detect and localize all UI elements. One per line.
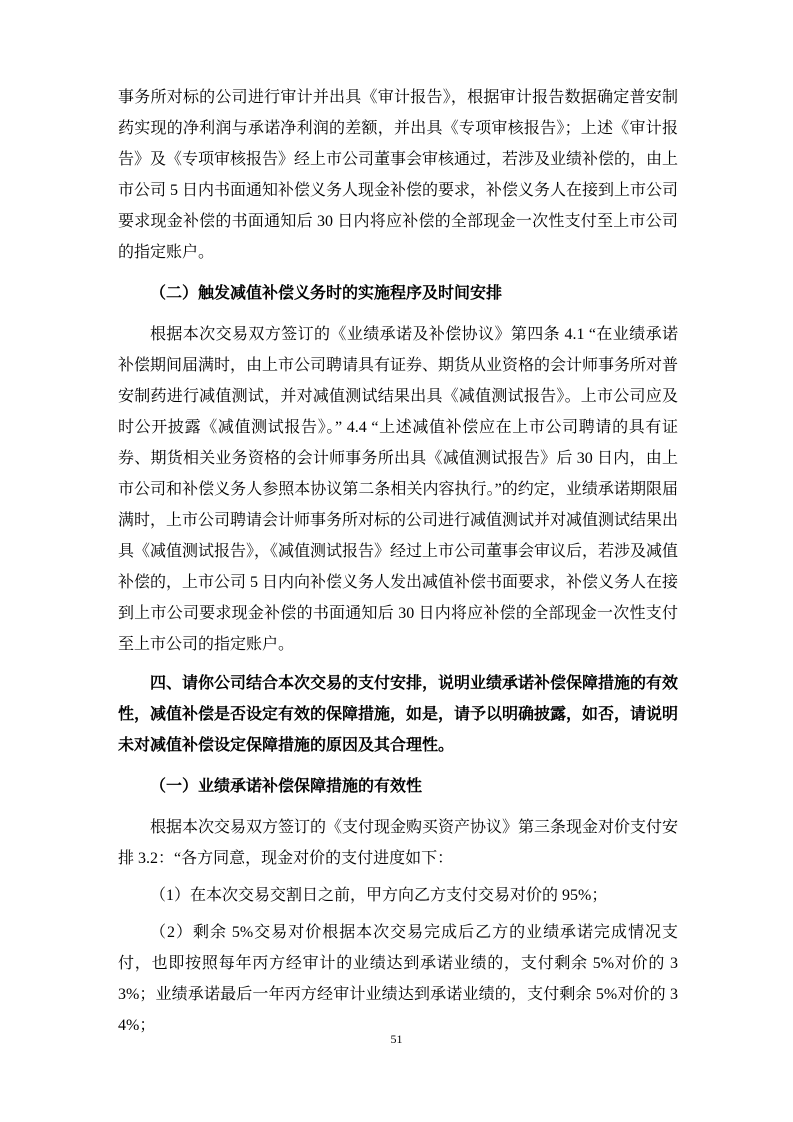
- paragraph-continuation: 事务所对标的公司进行审计并出具《审计报告》，根据审计报告数据确定普安制药实现的净利润与承诺净利润的差额，并出具《专项审核报告》；上述《审计报告》及《专项审核报告》经上市公司董事会审核通过，若涉及业绩补偿的，由上市公司 5 日内书面通知补偿义务人现金补偿的要求，补偿义务人在接到上市公司要求现金补偿的书面通知后 30 日内将应补偿的全部现金一次性支付至上市公司的指定账户。: [118, 89, 679, 261]
- page-content: [118, 82, 678, 1047]
- page-number: 51: [390, 1032, 403, 1046]
- section-heading-1: （一）业绩承诺补偿保障措施的有效性: [150, 778, 423, 795]
- section-heading-2: （二）触发减值补偿义务时的实施程序及时间安排: [150, 285, 503, 302]
- paragraph-item-1: （1）在本次交易交割日之前，甲方向乙方支付交易对价的 95%；: [150, 887, 608, 904]
- paragraph-payment-arrangement: 根据本次交易双方签订的《支付现金购买资产协议》第三条现金对价支付安排 3.2：“各方同意，现金对价的支付进度如下：: [118, 819, 679, 867]
- paragraph-question-4: 四、请你公司结合本次交易的支付安排，说明业绩承诺补偿保障措施的有效性，减值补偿是否设定有效的保障措施，如是，请予以明确披露，如否，请说明未对减值补偿设定保障措施的原因及其合理性。: [118, 675, 679, 754]
- paragraph-item-2: （2）剩余 5%交易对价根据本次交易完成后乙方的业绩承诺完成情况支付，也即按照每年丙方经审计的业绩达到承诺业绩的，支付剩余 5%对价的 33%；业绩承诺最后一年丙方经审计业绩达到承诺业绩的，支付剩余 5%对价的 34%；: [118, 924, 678, 1034]
- paragraph-impairment-procedure: 根据本次交易双方签订的《业绩承诺及补偿协议》第四条 4.1 “在业绩承诺补偿期间届满时，由上市公司聘请具有证券、期货从业资格的会计师事务所对普安制药进行减值测试，并对减值测试结果出具《减值测试报告》。上市公司应及时公开披露《减值测试报告》。” 4.4 “上述减值补偿应在上市公司聘请的具有证券、期货相关业务资格的会计师事务所出具《减值测试报告》后 30 日内，由上市公司和补偿义务人参照本协议第二条相关内容执行。”的约定，业绩承诺期限届满时，上市公司聘请会计师事务所对标的公司进行减值测试并对减值测试结果出具《减值测试报告》，《减值测试报告》经过上市公司董事会审议后，若涉及减值补偿的，上市公司 5 日内向补偿义务人发出减值补偿书面要求，补偿义务人在接到上市公司要求现金补偿的书面通知后 30 日内将应补偿的全部现金一次性支付至上市公司的指定账户。: [118, 326, 679, 653]
